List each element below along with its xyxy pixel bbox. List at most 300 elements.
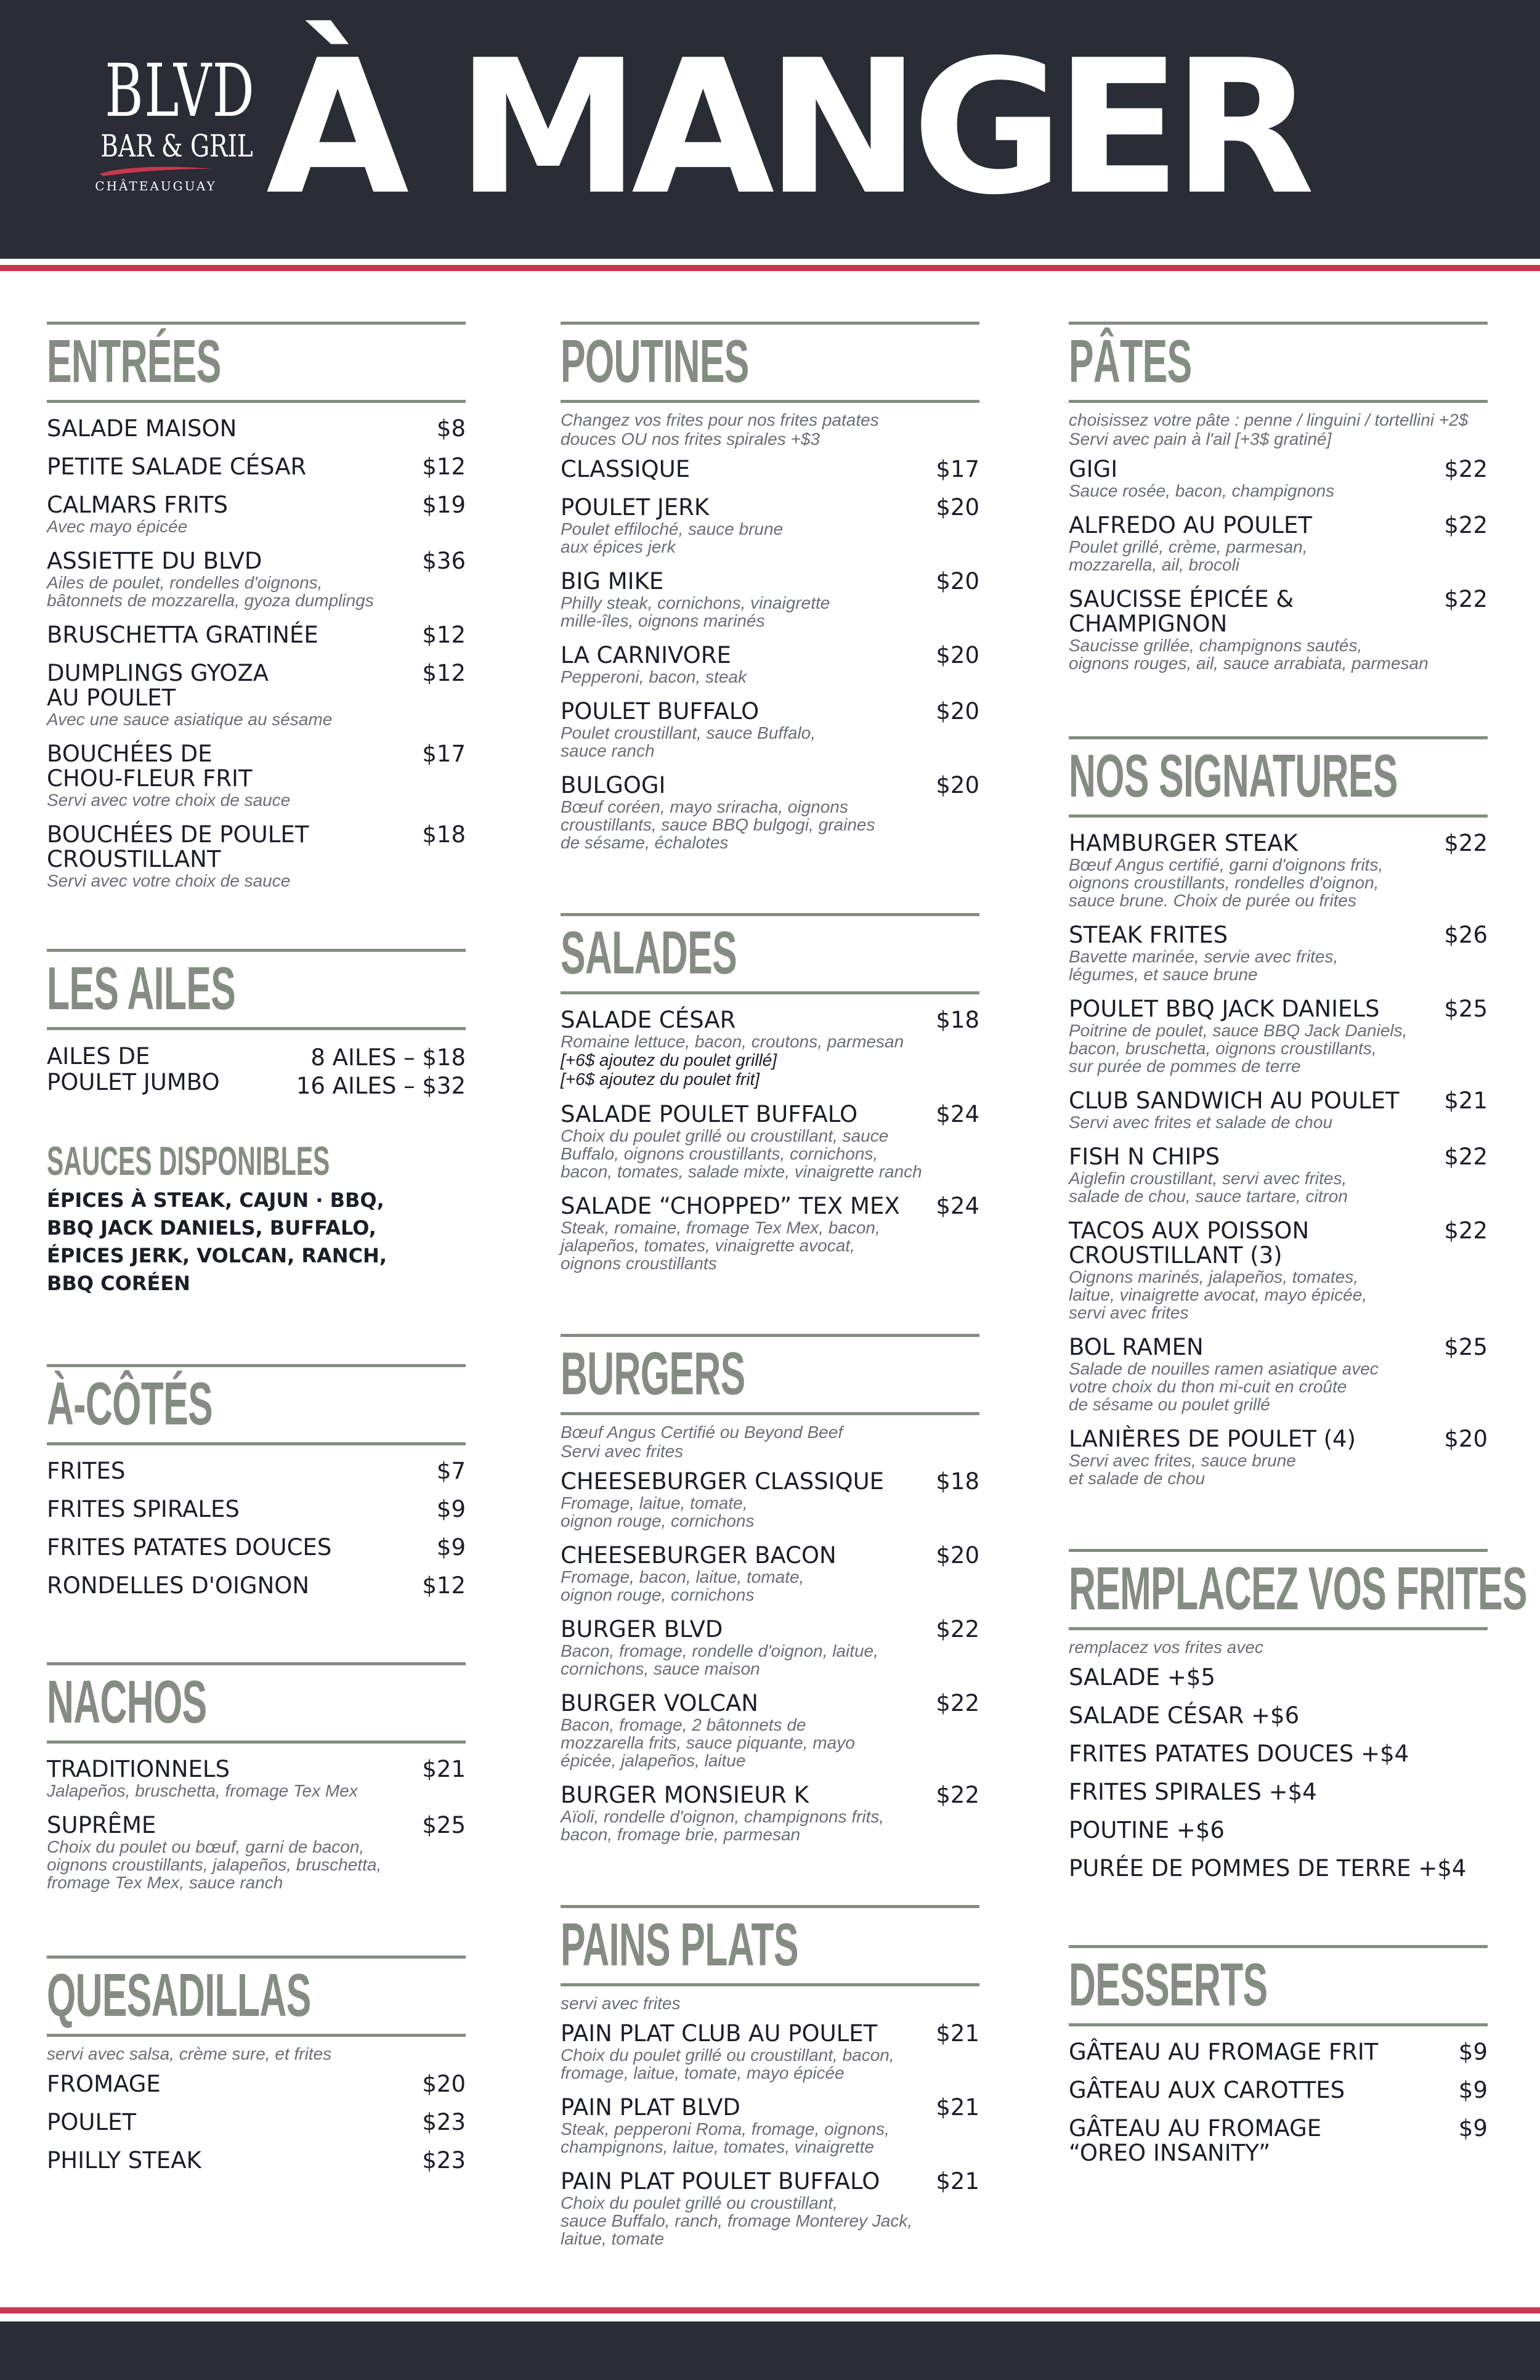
- menu-item-name: PAIN PLAT BLVD: [561, 2094, 740, 2121]
- page-title: À MANGER: [266, 20, 1307, 235]
- menu-item-price: $9: [436, 1534, 466, 1561]
- menu-item-addon: [+6$ ajoutez du poulet frit]: [561, 1070, 760, 1089]
- menu-item: [1069, 1089, 1488, 1131]
- section-title: QUESADILLAS: [47, 1961, 311, 2029]
- menu-item: [47, 822, 466, 890]
- menu-item: [561, 2095, 979, 2156]
- menu-item-main: [1069, 923, 1444, 983]
- wings-item: [47, 1044, 466, 1100]
- menu-item-price: $22: [1444, 456, 1488, 482]
- section-header: [561, 1905, 979, 1986]
- menu-item-name: GIGI: [1069, 456, 1118, 482]
- menu-item-description: Saucisse grillée, champignons sautés, oignons rouges, ail, sauce arrabiata, parmesan: [1069, 636, 1429, 673]
- menu-item-main: [1069, 997, 1444, 1075]
- menu-item-name: ALFREDO AU POULET: [1069, 512, 1312, 538]
- menu-item: [1069, 587, 1488, 672]
- menu-item-price: $20: [936, 568, 979, 595]
- menu-item-description: Choix du poulet grillé ou croustillant, sauce Buffalo, oignons croustillants, cornichons, bacon, tomates, salade mixte, vinaigrette ranch: [561, 1126, 922, 1181]
- menu-item-main: [47, 2148, 422, 2173]
- menu-item-main: [561, 2021, 936, 2082]
- menu-item-description: Bœuf coréen, mayo sriracha, oignons croustillants, sauce BBQ bulgogi, graines de sésame, échalotes: [561, 797, 875, 852]
- salades-list: [561, 1008, 979, 1272]
- menu-item-description: Philly steak, cornichons, vinaigrette mille-îles, oignons marinés: [561, 593, 830, 630]
- footer-band: [0, 2321, 1540, 2380]
- sauces-list: ÉPICES À STEAK, CAJUN · BBQ, BBQ JACK DANIELS, BUFFALO, ÉPICES JERK, VOLCAN, RANCH, BBQ CORÉEN: [47, 1188, 387, 1295]
- menu-item-name: FRITES: [47, 1458, 126, 1484]
- menu-item-main: [47, 742, 422, 809]
- sauces-title: SAUCES DISPONIBLES: [47, 1138, 330, 1184]
- menu-item-price: $24: [936, 1193, 979, 1219]
- menu-item-description: Avec mayo épicée: [47, 517, 188, 536]
- section-header: [1069, 322, 1488, 403]
- menu-item-price: $20: [936, 772, 979, 798]
- section-title: BURGERS: [561, 1339, 745, 1407]
- logo-swoosh-icon: [97, 164, 214, 177]
- menu-item-name: BULGOGI: [561, 772, 666, 798]
- menu-item-name: CALMARS FRITS: [47, 492, 228, 518]
- menu-item-name: BURGER VOLCAN: [561, 1690, 758, 1716]
- menu-item-price: $23: [422, 2147, 466, 2174]
- menu-item-name: BOUCHÉES DE POULET CROUSTILLANT: [47, 821, 309, 872]
- menu-item: [561, 1543, 979, 1604]
- menu-item-name: TRADITIONNELS: [47, 1756, 230, 1782]
- menu-item-price: $21: [936, 2020, 979, 2047]
- menu-item: [561, 457, 979, 482]
- section-header: [47, 1956, 466, 2037]
- menu-item-description: Steak, romaine, fromage Tex Mex, bacon, jalapeños, tomates, vinaigrette avocat, oignons croustillants: [561, 1218, 880, 1273]
- menu-item-main: [47, 1574, 422, 1598]
- menu-item: [47, 2072, 466, 2097]
- logo-subtitle: BAR & GRIL: [100, 128, 253, 164]
- menu-item-name: POULET BUFFALO: [561, 698, 760, 725]
- menu-item-description: Choix du poulet ou bœuf, garni de bacon, oignons croustillants, jalapeños, bruschetta, fromage Tex Mex, sauce ranch: [47, 1837, 382, 1892]
- section-title: REMPLACEZ VOS FRITES: [1069, 1554, 1527, 1622]
- section-note: servi avec frites: [561, 1994, 681, 2013]
- remplacez-list: [1069, 1665, 1488, 1881]
- quesadillas-list: [47, 2072, 466, 2173]
- menu-item-price: $22: [1444, 1143, 1488, 1170]
- menu-item-main: [1069, 831, 1444, 909]
- section-header: [1069, 1945, 1488, 2026]
- menu-item-description: Avec une sauce asiatique au sésame: [47, 710, 333, 729]
- wings-prices: [296, 1044, 466, 1100]
- menu-item-price: $12: [422, 622, 466, 648]
- accent-stripe-bottom: [0, 2307, 1540, 2313]
- menu-item-name: HAMBURGER STEAK: [1069, 830, 1298, 856]
- menu-item-description: Bacon, fromage, rondelle d'oignon, laitue, cornichons, sauce maison: [561, 1641, 878, 1678]
- menu-item-name: POULET BBQ JACK DANIELS: [1069, 996, 1380, 1022]
- desserts-list: [1069, 2040, 1488, 2166]
- menu-item-name: SALADE POULET BUFFALO: [561, 1101, 858, 1127]
- menu-item-name: FRITES SPIRALES: [47, 1496, 240, 1522]
- section-header: [561, 913, 979, 994]
- menu-item: [1069, 2078, 1488, 2103]
- menu-item-name: FISH N CHIPS: [1069, 1143, 1220, 1170]
- menu-item: [47, 493, 466, 535]
- cotes-list: [47, 1459, 466, 1598]
- menu-item: [47, 455, 466, 479]
- menu-item-name: BOUCHÉES DE CHOU-FLEUR FRIT: [47, 741, 253, 792]
- menu-item-main: [47, 1535, 437, 1560]
- menu-item-main: [1069, 1427, 1444, 1487]
- menu-item-description: Pepperoni, bacon, steak: [561, 667, 747, 686]
- menu-item-name: PAIN PLAT POULET BUFFALO: [561, 2168, 880, 2195]
- menu-item: [561, 2021, 979, 2082]
- menu-item: [47, 2148, 466, 2173]
- section-header: [47, 1662, 466, 1744]
- section-title: À-CÔTÉS: [47, 1370, 213, 1437]
- menu-item: [47, 742, 466, 809]
- menu-item-description: Servi avec votre choix de sauce: [47, 871, 291, 890]
- menu-item: [561, 1783, 979, 1843]
- replacement-option: POUTINE +$6: [1069, 1817, 1225, 1843]
- header-banner: [0, 0, 1540, 259]
- menu-item-name: SALADE CÉSAR: [561, 1007, 736, 1033]
- menu-item: [561, 773, 979, 851]
- menu-item-price: $22: [936, 1690, 979, 1716]
- menu-item-description: Fromage, bacon, laitue, tomate, oignon rouge, cornichons: [561, 1567, 804, 1604]
- menu-item-main: [561, 773, 936, 851]
- section-quesadillas: [47, 1956, 466, 2173]
- menu-item: [47, 1535, 466, 1560]
- section-salades: [561, 913, 979, 1272]
- section-ailes: [47, 949, 466, 1298]
- menu-item-price: $9: [1458, 2039, 1488, 2065]
- section-header: [1069, 1549, 1527, 1630]
- menu-item-description: Servi avec frites et salade de chou: [1069, 1113, 1333, 1132]
- menu-item: [47, 1574, 466, 1598]
- menu-item-name: RONDELLES D'OIGNON: [47, 1572, 310, 1599]
- menu-item-main: [1069, 513, 1444, 574]
- menu-item-description: Poulet grillé, crème, parmesan, mozzarella, ail, brocoli: [1069, 537, 1308, 574]
- menu-item-description: Fromage, laitue, tomate, oignon rouge, cornichons: [561, 1493, 755, 1530]
- menu-item-main: [47, 623, 422, 648]
- menu-item-price: $17: [936, 456, 979, 482]
- menu-item: [1069, 513, 1488, 574]
- menu-item-main: [1069, 457, 1444, 500]
- menu-item: [561, 1008, 979, 1089]
- menu-item: [47, 1813, 466, 1891]
- menu-item-main: [561, 495, 936, 556]
- menu-item-price: $21: [1444, 1087, 1488, 1114]
- menu-item-main: [47, 2072, 422, 2097]
- menu-item: [47, 549, 466, 609]
- menu-item: [1069, 2116, 1488, 2166]
- menu-item: [1069, 831, 1488, 909]
- menu-item-price: $18: [936, 1468, 979, 1495]
- menu-item-price: $20: [936, 642, 979, 668]
- menu-item-main: [561, 1008, 936, 1089]
- menu-item-price: $22: [936, 1616, 979, 1643]
- menu-item-main: [1069, 2040, 1459, 2065]
- section-signatures: [1069, 736, 1488, 1487]
- menu-item-name: DUMPLINGS GYOZA AU POULET: [47, 660, 269, 711]
- section-note: Bœuf Angus Certifié ou Beyond Beef Servi avec frites: [561, 1423, 843, 1461]
- menu-item-main: [1069, 1089, 1444, 1131]
- section-title: NACHOS: [47, 1668, 207, 1736]
- menu-item: [47, 416, 466, 441]
- section-header: [561, 322, 979, 403]
- menu-item-price: $17: [422, 741, 466, 767]
- menu-item-description: Choix du poulet grillé ou croustillant, sauce Buffalo, ranch, fromage Monterey Jack, laitue, tomate: [561, 2193, 913, 2248]
- menu-item: [47, 1459, 466, 1484]
- menu-item-main: [47, 822, 422, 890]
- menu-item-name: BURGER MONSIEUR K: [561, 1782, 809, 1808]
- section-title: POUTINES: [561, 327, 749, 395]
- menu-item-price: $12: [422, 453, 466, 480]
- menu-item-main: [561, 1783, 936, 1843]
- menu-item-price: $9: [1458, 2077, 1488, 2103]
- menu-item-name: BOL RAMEN: [1069, 1334, 1204, 1360]
- menu-item: [561, 569, 979, 630]
- accent-stripe-top: [0, 265, 1540, 271]
- menu-item: [47, 1757, 466, 1800]
- menu-item-name: GÂTEAU AU FROMAGE “OREO INSANITY”: [1069, 2115, 1322, 2166]
- menu-item-description: Aiglefin croustillant, servi avec frites, salade de chou, sauce tartare, citron: [1069, 1169, 1348, 1206]
- menu-item-addon: [+6$ ajoutez du poulet grillé]: [561, 1050, 777, 1070]
- menu-item-description: Bœuf Angus certifié, garni d'oignons frits, oignons croustillants, rondelles d'oignon, sauce brune. Choix de purée ou frites: [1069, 855, 1384, 910]
- menu-item-price: $23: [422, 2109, 466, 2135]
- menu-item-main: [47, 549, 422, 609]
- menu-item-main: [47, 1757, 422, 1800]
- menu-item: [47, 1497, 466, 1522]
- menu-item-main: [561, 1617, 936, 1678]
- menu-item-name: SAUCISSE ÉPICÉE & CHAMPIGNON: [1069, 586, 1294, 637]
- menu-item: [1069, 1335, 1488, 1413]
- menu-item-price: $36: [422, 548, 466, 574]
- menu-item-main: [561, 569, 936, 630]
- menu-item-price: $8: [436, 415, 466, 442]
- menu-item-name: SALADE MAISON: [47, 415, 237, 442]
- replacement-option: FRITES PATATES DOUCES +$4: [1069, 1740, 1409, 1767]
- section-note: servi avec salsa, crème sure, et frites: [47, 2044, 332, 2063]
- section-header: [1069, 736, 1488, 818]
- menu-item-price: $21: [936, 2094, 979, 2121]
- section-header: [47, 1364, 466, 1445]
- menu-item-price: $20: [936, 1542, 979, 1569]
- menu-item: [1069, 457, 1488, 500]
- menu-item-price: $20: [1444, 1426, 1488, 1452]
- menu-item-main: [561, 2169, 936, 2248]
- menu-item-name: BRUSCHETTA GRATINÉE: [47, 622, 318, 648]
- menu-item: [47, 623, 466, 648]
- menu-item-price: $18: [936, 1007, 979, 1033]
- menu-item-main: [47, 455, 422, 479]
- section-title: DESSERTS: [1069, 1951, 1268, 2018]
- menu-item-description: Servi avec votre choix de sauce: [47, 790, 291, 810]
- menu-item-price: $9: [1458, 2115, 1488, 2142]
- menu-item-description: Poulet effiloché, sauce brune aux épices jerk: [561, 519, 784, 556]
- section-note: choisissez votre pâte : penne / linguini / tortellini +2$ Servi avec pain à l'ail [+3$ gratiné]: [1069, 410, 1469, 449]
- menu-item-name: ASSIETTE DU BLVD: [47, 548, 262, 574]
- section-pates: [1069, 322, 1488, 672]
- section-title: NOS SIGNATURES: [1069, 742, 1398, 810]
- menu-item-main: [47, 1813, 422, 1891]
- menu-item-description: Romaine lettuce, bacon, croutons, parmesan: [561, 1032, 904, 1051]
- section-title: PAINS PLATS: [561, 1911, 798, 1978]
- menu-item-price: $22: [1444, 512, 1488, 538]
- menu-item-price: $12: [422, 1572, 466, 1599]
- menu-item-price: $22: [1444, 1217, 1488, 1244]
- menu-item-main: [47, 493, 422, 535]
- replacement-option: SALADE +$5: [1069, 1664, 1215, 1691]
- menu-item-main: [1069, 1145, 1444, 1205]
- menu-item-main: [1069, 2116, 1459, 2166]
- menu-item: [47, 2110, 466, 2135]
- menu-item-description: Salade de nouilles ramen asiatique avec votre choix du thon mi-cuit en croûte de sésame ou poulet grillé: [1069, 1359, 1379, 1414]
- entrees-list: [47, 416, 466, 890]
- menu-item-price: $20: [422, 2071, 466, 2097]
- section-cotes: [47, 1364, 466, 1598]
- pates-list: [1069, 457, 1488, 672]
- burgers-list: [561, 1469, 979, 1843]
- section-title: ENTRÉES: [47, 327, 221, 395]
- menu-item-name: PETITE SALADE CÉSAR: [47, 453, 307, 480]
- logo-city: CHÂTEAUGUAY: [95, 179, 217, 193]
- menu-item: [1069, 997, 1488, 1075]
- menu-item-main: [1069, 1219, 1444, 1322]
- menu-item-name: GÂTEAU AUX CAROTTES: [1069, 2077, 1345, 2103]
- menu-item-name: FRITES PATATES DOUCES: [47, 1534, 332, 1561]
- menu-item-name: GÂTEAU AU FROMAGE FRIT: [1069, 2039, 1379, 2065]
- replacement-option: FRITES SPIRALES +$4: [1069, 1779, 1317, 1805]
- menu-item-price: $21: [936, 2168, 979, 2195]
- section-nachos: [47, 1662, 466, 1891]
- menu-item-main: [561, 1691, 936, 1769]
- menu-item-name: CLUB SANDWICH AU POULET: [1069, 1087, 1400, 1114]
- section-note: remplacez vos frites avec: [1069, 1638, 1263, 1657]
- menu-item: [561, 699, 979, 760]
- menu-item-main: [1069, 2078, 1459, 2103]
- blvd-logo: [85, 48, 256, 214]
- section-desserts: [1069, 1945, 1488, 2166]
- menu-item-description: Ailes de poulet, rondelles d'oignons, bâtonnets de mozzarella, gyoza dumplings: [47, 573, 374, 610]
- menu-column-middle: [561, 322, 979, 2261]
- menu-item: [561, 1691, 979, 1769]
- menu-item-main: [561, 2095, 936, 2156]
- menu-item-price: $22: [936, 1782, 979, 1808]
- menu-item-price: $20: [936, 494, 979, 521]
- menu-item-name: CHEESEBURGER BACON: [561, 1542, 837, 1569]
- menu-item-description: Poitrine de poulet, sauce BBQ Jack Daniels, bacon, bruschetta, oignons croustillants, sur purée de pommes de terre: [1069, 1021, 1408, 1076]
- menu-item-price: $12: [422, 660, 466, 686]
- menu-item-main: [1069, 587, 1444, 672]
- menu-column-right: [1069, 322, 1527, 2179]
- menu-item-description: Bacon, fromage, 2 bâtonnets de mozzarella frits, sauce piquante, mayo épicée, jalapeños, laitue: [561, 1715, 855, 1770]
- menu-item-name: FROMAGE: [47, 2071, 161, 2097]
- menu-item-name: SUPRÊME: [47, 1812, 156, 1838]
- menu-item-main: [561, 1543, 936, 1604]
- menu-item: [561, 495, 979, 556]
- nachos-list: [47, 1757, 466, 1891]
- pains-list: [561, 2021, 979, 2248]
- menu-item-name: PHILLY STEAK: [47, 2147, 201, 2174]
- menu-item-main: [561, 643, 936, 686]
- menu-item-price: $22: [1444, 830, 1488, 856]
- menu-item-name: BIG MIKE: [561, 568, 664, 595]
- menu-item: [1069, 923, 1488, 983]
- menu-item-name: STEAK FRITES: [1069, 922, 1228, 948]
- menu-item-name: BURGER BLVD: [561, 1616, 723, 1643]
- menu-item-price: $26: [1444, 922, 1488, 948]
- section-title: SALADES: [561, 919, 737, 986]
- menu-item-main: [47, 416, 437, 441]
- section-note: Changez vos frites pour nos frites patates douces OU nos frites spirales +$3: [561, 410, 879, 449]
- section-poutines: [561, 322, 979, 851]
- menu-item: [561, 1194, 979, 1272]
- menu-item-name: CLASSIQUE: [561, 456, 691, 482]
- section-entrees: [47, 322, 466, 890]
- menu-item: [1069, 1427, 1488, 1487]
- menu-item-name: POULET JERK: [561, 494, 710, 521]
- menu-item-description: Jalapeños, bruschetta, fromage Tex Mex: [47, 1781, 358, 1800]
- menu-item-description: Poulet croustillant, sauce Buffalo, sauce ranch: [561, 723, 816, 760]
- section-header: [47, 322, 466, 403]
- section-pains-plats: [561, 1905, 979, 2248]
- menu-item-name: POULET: [47, 2109, 137, 2135]
- section-title: LES AILES: [47, 954, 236, 1022]
- signatures-list: [1069, 831, 1488, 1487]
- menu-item-main: [561, 1194, 936, 1272]
- menu-item-description: Servi avec frites, sauce brune et salade de chou: [1069, 1451, 1296, 1488]
- menu-item-main: [561, 699, 936, 760]
- menu-item-price: $9: [436, 1496, 466, 1522]
- wings-price-16: 16 AILES – $32: [296, 1073, 466, 1099]
- menu-item-name: LA CARNIVORE: [561, 642, 731, 668]
- section-header: [561, 1334, 979, 1415]
- menu-item-price: $18: [422, 821, 466, 848]
- menu-item-price: $20: [936, 698, 979, 725]
- menu-item-name: CHEESEBURGER CLASSIQUE: [561, 1468, 885, 1495]
- section-header: [47, 949, 466, 1030]
- menu-item-description: Steak, pepperoni Roma, fromage, oignons, champignons, laitue, tomates, vinaigrette: [561, 2119, 890, 2156]
- menu-item-name: TACOS AUX POISSON CROUSTILLANT (3): [1069, 1217, 1310, 1269]
- menu-item-price: $22: [1444, 586, 1488, 612]
- menu-item-description: Choix du poulet grillé ou croustillant, bacon, fromage, laitue, tomate, mayo épicée: [561, 2045, 894, 2082]
- menu-item-main: [47, 1459, 437, 1484]
- menu-item: [561, 1617, 979, 1678]
- section-title: PÂTES: [1069, 327, 1192, 395]
- logo-brand: BLVD: [105, 48, 256, 133]
- menu-item-price: $25: [1444, 996, 1488, 1022]
- menu-item: [561, 2169, 979, 2248]
- menu-item-name: SALADE “CHOPPED” TEX MEX: [561, 1193, 900, 1219]
- menu-item-price: $25: [422, 1812, 466, 1838]
- menu-item-main: [47, 1497, 437, 1522]
- section-remplacez: [1069, 1549, 1527, 1882]
- menu-item-price: $24: [936, 1101, 979, 1127]
- menu-item: [1069, 1145, 1488, 1205]
- menu-item: [1069, 2040, 1488, 2065]
- wings-name: AILES DE POULET JUMBO: [47, 1043, 220, 1095]
- menu-item-main: [47, 2110, 422, 2135]
- menu-item: [561, 1102, 979, 1180]
- menu-column-left: [47, 322, 466, 2187]
- replacement-option: SALADE CÉSAR +$6: [1069, 1702, 1300, 1729]
- menu-item-description: Oignons marinés, jalapeños, tomates, laitue, vinaigrette avocat, mayo épicée, servi avec frites: [1069, 1267, 1368, 1322]
- replacement-option: PURÉE DE POMMES DE TERRE +$4: [1069, 1855, 1467, 1882]
- menu-item-price: $21: [422, 1756, 466, 1782]
- menu-item-description: Sauce rosée, bacon, champignons: [1069, 481, 1335, 500]
- menu-item-price: $19: [422, 492, 466, 518]
- menu-item-description: Aïoli, rondelle d'oignon, champignons frits, bacon, fromage brie, parmesan: [561, 1807, 885, 1844]
- menu-item-name: LANIÈRES DE POULET (4): [1069, 1426, 1356, 1452]
- menu-item-main: [47, 661, 422, 728]
- menu-item-name: PAIN PLAT CLUB AU POULET: [561, 2020, 878, 2047]
- menu-item-price: $7: [436, 1458, 466, 1484]
- menu-item: [561, 1469, 979, 1530]
- section-burgers: [561, 1334, 979, 1843]
